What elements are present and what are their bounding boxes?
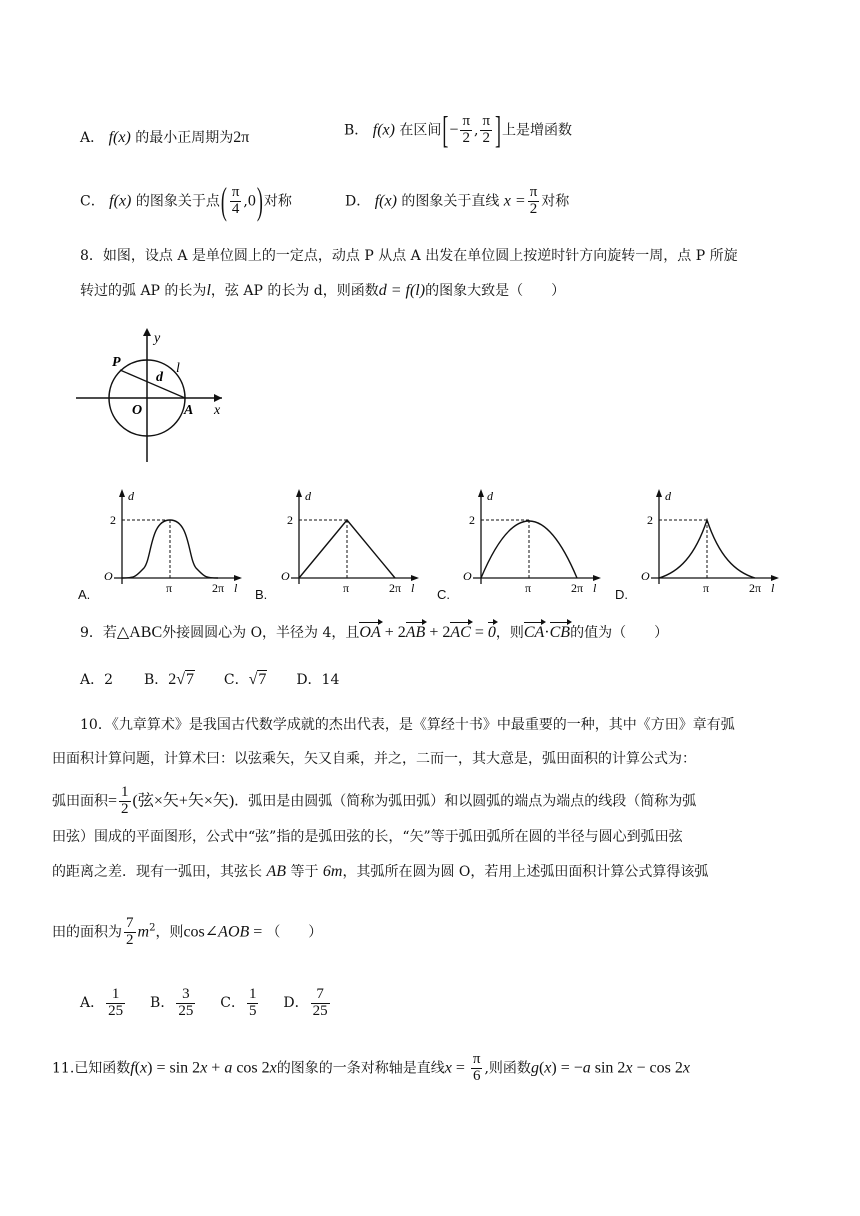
y-axis-arrow bbox=[143, 328, 151, 336]
function-curve bbox=[481, 521, 577, 578]
q8-option-c[interactable] bbox=[437, 484, 607, 604]
label-l: l bbox=[234, 581, 238, 595]
label-l: l bbox=[411, 581, 415, 595]
label-d: d bbox=[487, 489, 493, 503]
label-pi: π bbox=[703, 581, 710, 595]
fraction-pi-over-2: $\frac{\pi}{2}$ bbox=[482, 113, 491, 146]
label-O: O bbox=[104, 569, 113, 583]
y-axis-arrow bbox=[296, 489, 302, 497]
unit-circle-figure bbox=[76, 322, 236, 467]
label-d: d bbox=[128, 489, 134, 503]
label-y: y bbox=[154, 331, 161, 346]
q7-option-a[interactable]: A． f(x) 的最小正周期为2π bbox=[80, 129, 250, 146]
label-d: d bbox=[156, 370, 163, 385]
label-2: 2 bbox=[110, 513, 116, 527]
q8-stem-line1: 8．如图，设点 A 是单位圆上的一定点，动点 P 从点 A 出发在单位圆上按逆时针方向旋转一周，点 P 所旋 bbox=[80, 248, 738, 264]
q10-options bbox=[80, 987, 332, 1020]
label-d: d bbox=[305, 489, 311, 503]
label-2: 2 bbox=[647, 513, 653, 527]
label-O: O bbox=[281, 569, 290, 583]
left-bracket: [ bbox=[442, 109, 449, 152]
label-2: 2 bbox=[287, 513, 293, 527]
q9-option-a[interactable]: A．2 bbox=[80, 672, 114, 688]
label-l: l bbox=[771, 581, 775, 595]
q10-line3: 弧田面积= $\frac{1}{2}$ (弦×矢+矢×矢)．弧田是由圆弧（简称为弧田弧）和以圆弧的端点为端点的线段（简称为弧 bbox=[52, 784, 697, 817]
q7-option-c[interactable]: C． f(x) 的图象关于点( $\frac{\pi}{4}$ ,0)对称 bbox=[80, 180, 292, 223]
function-curve bbox=[122, 520, 218, 578]
fraction-pi-over-2: $\frac{\pi}{2}$ bbox=[529, 184, 538, 217]
q9-stem: 9．若△ABC外接圆圆心为 O，半径为 4，且OA + 2AB + 2AC = 0，则CA·CB的值为（ ） bbox=[80, 624, 669, 641]
function-curve bbox=[659, 520, 755, 578]
option-label: B. bbox=[255, 587, 268, 602]
fraction-pi-over-4: $\frac{\pi}{4}$ bbox=[231, 184, 240, 217]
label-2pi: 2π bbox=[571, 581, 584, 595]
q10-line1: 10．《九章算术》是我国古代数学成就的杰出代表，是《算经十书》中最重要的一种，其中《方田》章有弧 bbox=[80, 717, 735, 733]
q10-line4: 田弦）围成的平面图形，公式中“弦”指的是弧田弦的长，“矢”等于弧田弧所在圆的半径与圆心到弧田弦 bbox=[52, 829, 683, 845]
q9-option-b[interactable]: B．2√7 bbox=[143, 671, 195, 688]
label-2pi: 2π bbox=[749, 581, 762, 595]
label-2pi: 2π bbox=[389, 581, 402, 595]
q10-line6: 田的面积为 $\frac{7}{2}$ $m^2$，则cos∠AOB = （ ） bbox=[52, 915, 323, 948]
q10-option-c[interactable]: C． $\frac{1}{5}$ bbox=[220, 986, 257, 1019]
label-2: 2 bbox=[469, 513, 475, 527]
y-axis-arrow bbox=[478, 489, 484, 497]
q8-option-b[interactable] bbox=[255, 484, 425, 604]
q10-line5: 的距离之差．现有一弧田，其弦长 AB 等于 6m，其弧所在圆为圆 O，若用上述弧田面积计算公式算得该弧 bbox=[52, 863, 709, 880]
q8-stem-line2: 转过的弧 AP 的长为l，弦 AP 的长为 d，则函数d = f(l)的图象大致是（ ） bbox=[80, 282, 566, 299]
q9-option-d[interactable]: D．14 bbox=[296, 672, 340, 688]
x-axis-arrow bbox=[214, 394, 222, 402]
fraction-neg-pi-over-2: $\frac{\pi}{2}$ bbox=[462, 113, 471, 146]
label-O: O bbox=[641, 569, 650, 583]
option-label: D. bbox=[615, 587, 628, 602]
label-2pi: 2π bbox=[212, 581, 225, 595]
label-x: x bbox=[214, 403, 221, 418]
label-l: l bbox=[176, 361, 180, 376]
function-curve bbox=[299, 520, 395, 578]
option-label: A. bbox=[78, 587, 91, 602]
q10-option-b[interactable]: B． $\frac{3}{25}$ bbox=[150, 986, 194, 1019]
q7-option-b[interactable]: B． f(x) 在区间[− $\frac{\pi}{2}$ , $\frac{\pi}{2}$ ]上是增函数 bbox=[344, 109, 573, 152]
q8-option-a[interactable] bbox=[78, 484, 248, 604]
label-l: l bbox=[593, 581, 597, 595]
label-pi: π bbox=[166, 581, 173, 595]
label-P: P bbox=[112, 355, 121, 370]
label-d: d bbox=[665, 489, 671, 503]
q10-option-a[interactable]: A． $\frac{1}{25}$ bbox=[80, 986, 124, 1019]
label-pi: π bbox=[525, 581, 532, 595]
label-A: A bbox=[184, 403, 194, 418]
option-label: C. bbox=[437, 587, 450, 602]
q9-option-c[interactable]: C．√7 bbox=[223, 671, 267, 688]
label-pi: π bbox=[343, 581, 350, 595]
y-axis-arrow bbox=[119, 489, 125, 497]
y-axis-arrow bbox=[656, 489, 662, 497]
q10-option-d[interactable]: D． $\frac{7}{25}$ bbox=[283, 986, 328, 1019]
label-O: O bbox=[132, 403, 143, 418]
q11-stem: 11.已知函数f(x) = sin 2x + a cos 2x的图象的一条对称轴是直线x = $\frac{\pi}{6}$ ,则函数g(x) = −a sin 2x − cos 2x bbox=[52, 1051, 690, 1084]
right-bracket: ] bbox=[495, 109, 502, 152]
q9-options bbox=[80, 672, 339, 688]
q7-option-d[interactable]: D． f(x) 的图象关于直线 x = $\frac{\pi}{2}$ 对称 bbox=[345, 184, 570, 217]
q10-line2: 田面积计算问题，计算术曰：以弦乘矢，矢又自乘，并之，二而一，其大意是，弧田面积的计算公式为： bbox=[52, 751, 696, 767]
label-O: O bbox=[463, 569, 472, 583]
q8-option-d[interactable] bbox=[615, 484, 785, 604]
